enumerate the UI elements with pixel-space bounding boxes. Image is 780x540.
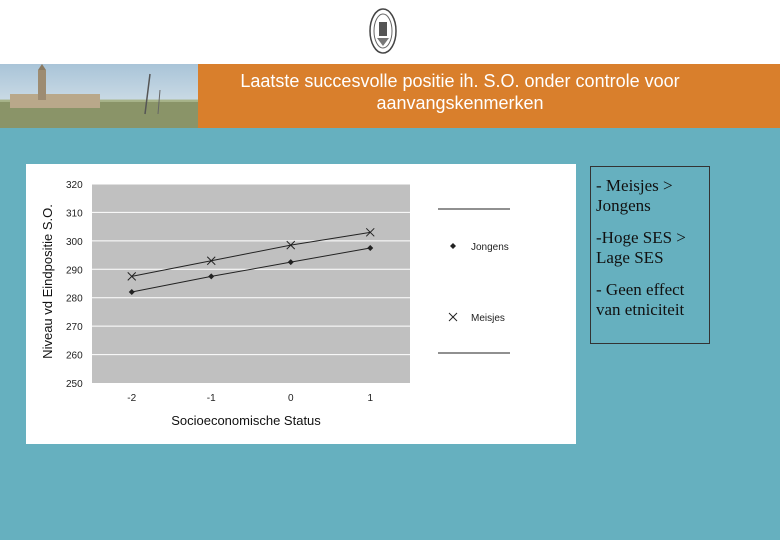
y-axis-label: Niveau vd Eindpositie S.O. (40, 204, 55, 359)
legend-marker-meisjes (449, 313, 457, 321)
y-tick-label: 250 (66, 379, 83, 390)
x-tick-label: -2 (127, 393, 137, 404)
plot-area (92, 184, 410, 383)
y-tick-label: 260 (66, 350, 83, 362)
y-tick-label: 320 (66, 180, 83, 191)
legend-label-meisjes: Meisjes (471, 313, 505, 324)
x-tick-label: 1 (367, 393, 374, 404)
finding-1: - Meisjes > Jongens (596, 176, 673, 215)
findings-textbox (590, 166, 710, 344)
y-tick-label: 270 (66, 322, 83, 334)
finding-3: - Geen effect van etniciteit (596, 280, 685, 319)
y-tick-label: 280 (66, 293, 83, 305)
y-tick-label: 300 (66, 236, 83, 248)
legend-label-jongens: Jongens (471, 242, 509, 253)
y-tick-label: 290 (66, 265, 83, 277)
university-seal-logo (368, 6, 398, 56)
legend-marker-jongens (450, 243, 456, 249)
line-chart (26, 164, 576, 444)
chart-container (26, 164, 576, 444)
finding-2: -Hoge SES > Lage SES (596, 228, 686, 267)
y-tick-label: 310 (66, 208, 83, 220)
slide-title: Laatste succesvolle positie ih. S.O. onder controle voor aanvangskenmerken (240, 71, 680, 113)
city-photo (0, 64, 198, 128)
x-tick-label: 0 (287, 393, 294, 404)
x-axis-label: Socioeconomische Status (171, 413, 321, 428)
x-tick-label: -1 (206, 393, 216, 404)
